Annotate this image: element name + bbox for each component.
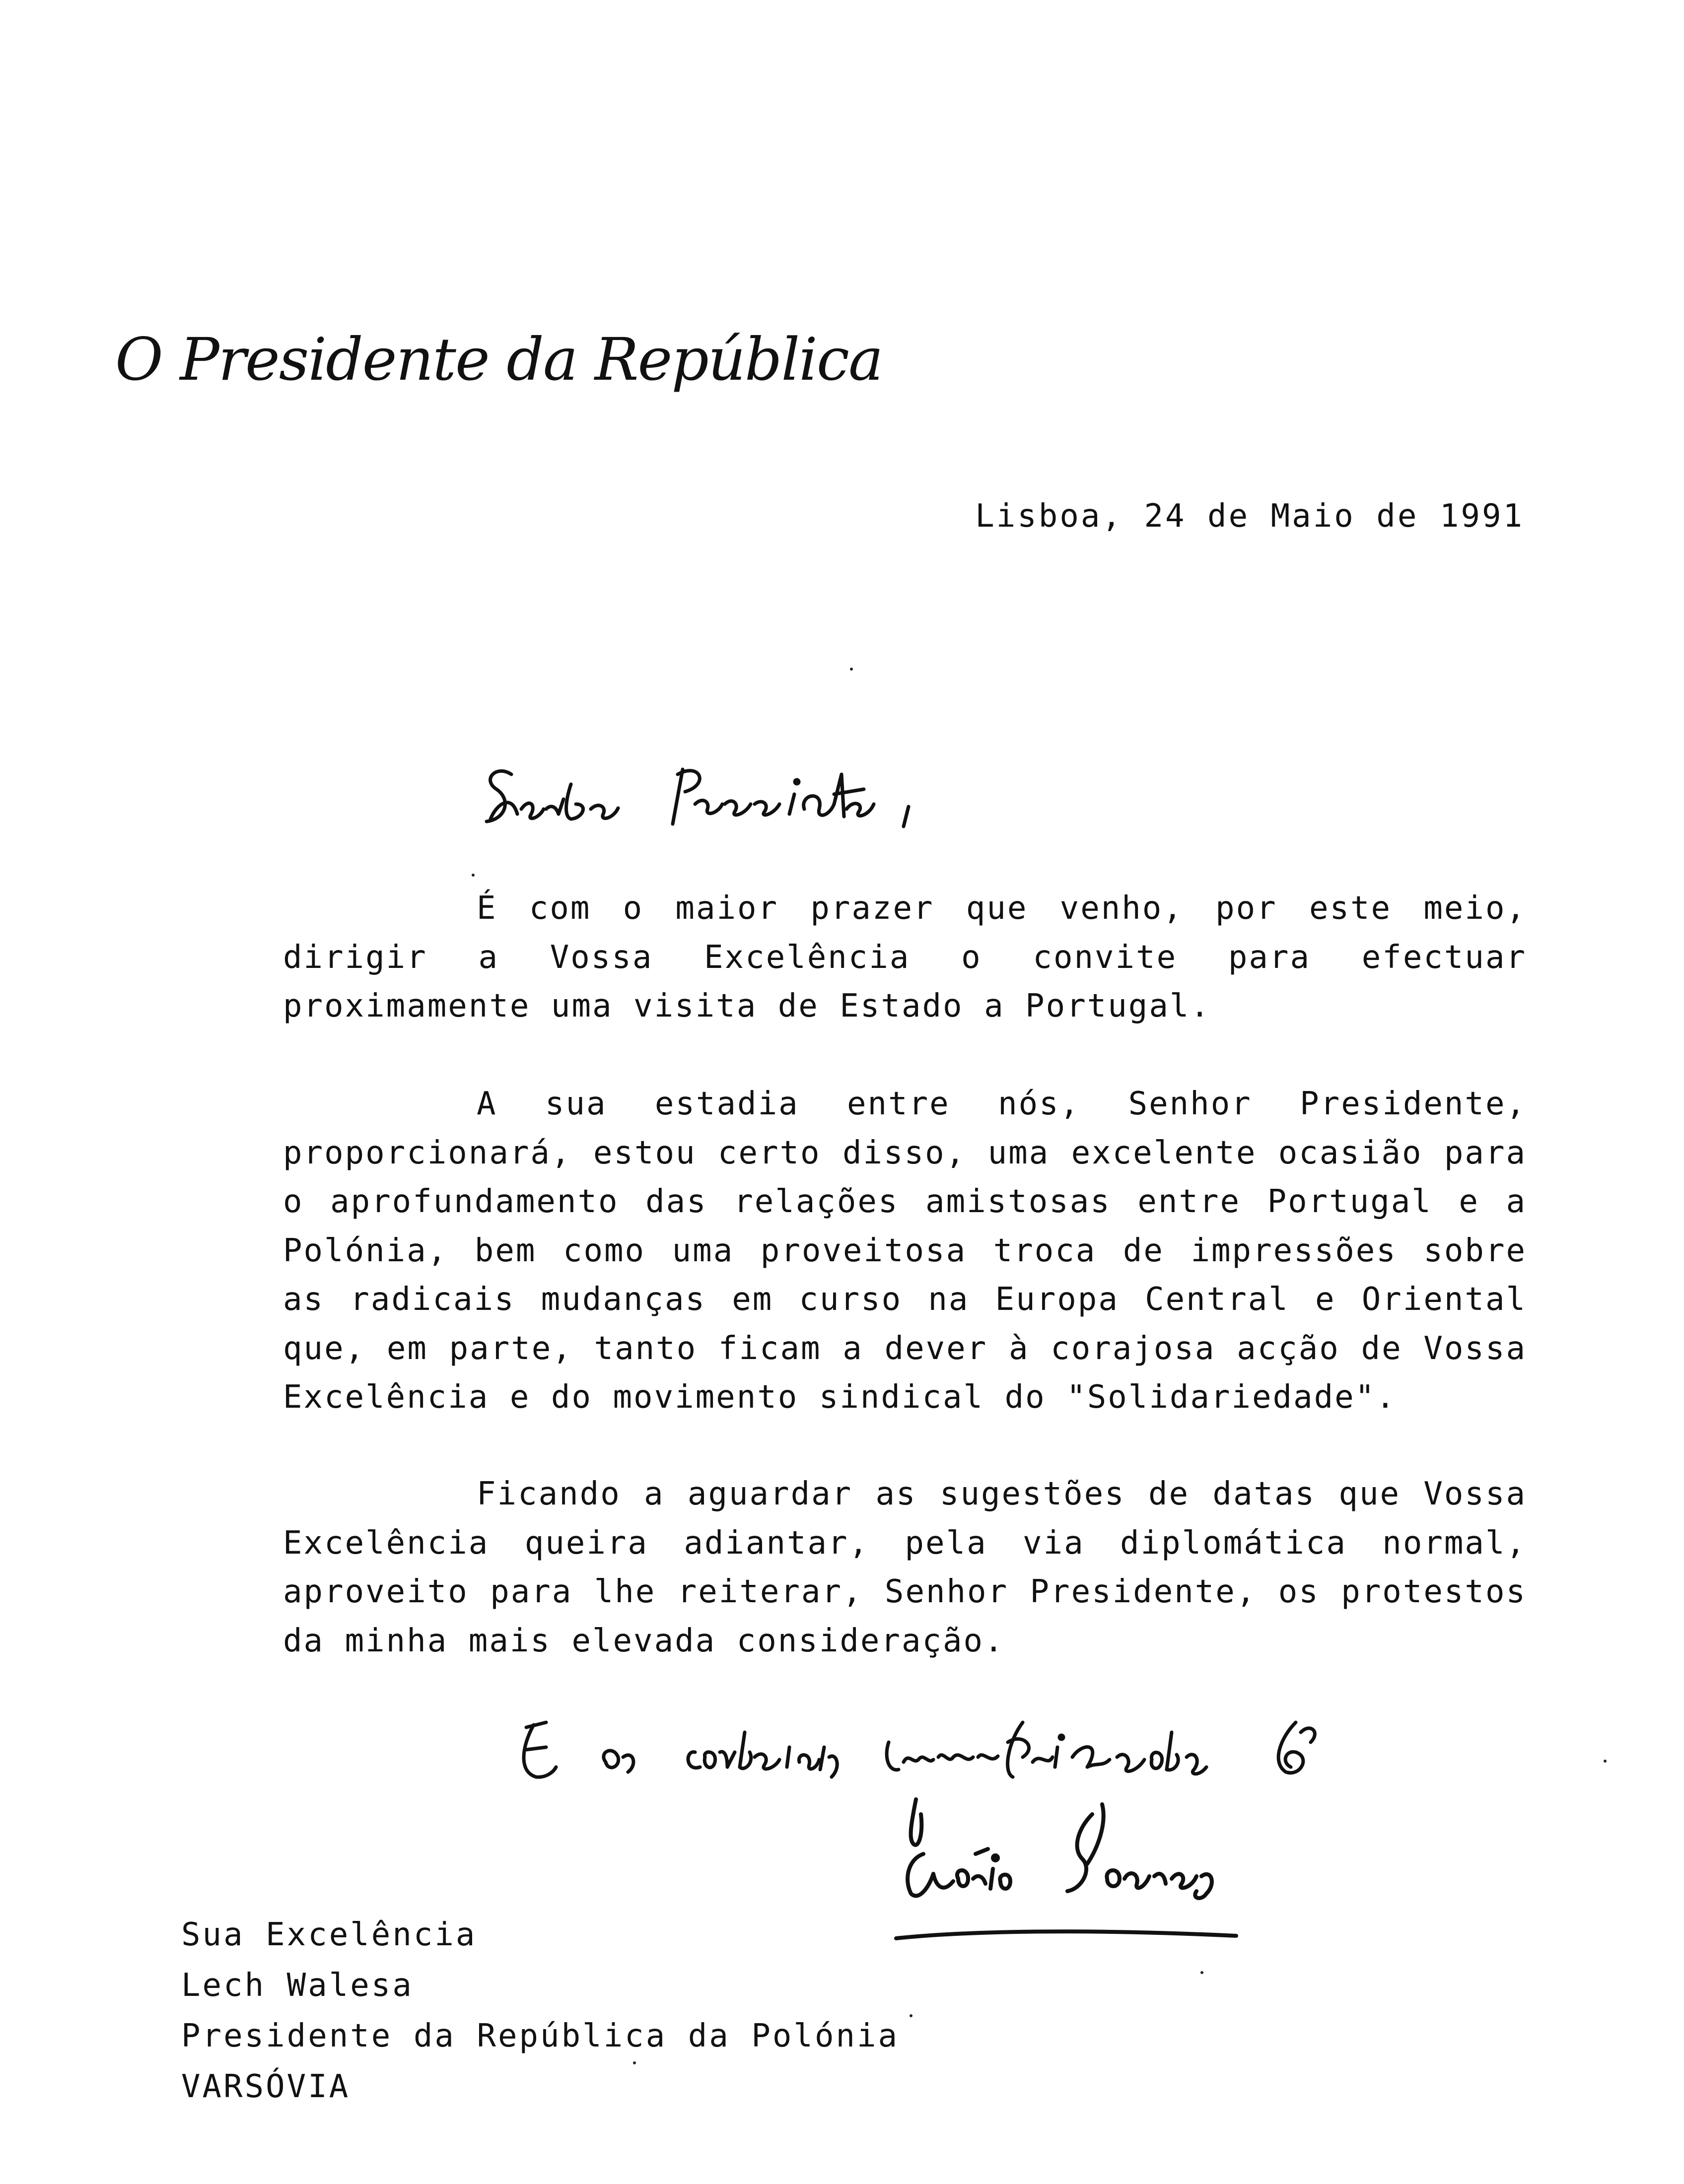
handwritten-salutation bbox=[477, 735, 1003, 839]
scan-speck bbox=[910, 2014, 912, 2017]
paragraph-closing: Ficando a aguardar as sugestões de datas que Vossa Excelência queira adiantar, pela via diplomática normal, aproveito para lhe reiterar, Senhor Presidente, os protestos da minha mais elevada consideração. bbox=[283, 1476, 1527, 1659]
scan-speck bbox=[472, 874, 475, 877]
scan-speck bbox=[850, 668, 853, 671]
scan-speck bbox=[633, 2061, 636, 2064]
scan-speck bbox=[1604, 1760, 1607, 1763]
addressee-name: Lech Walesa bbox=[181, 1967, 414, 2004]
addressee-position: Presidente da República da Polónia bbox=[181, 2018, 900, 2054]
addressee-city: VARSÓVIA bbox=[181, 2068, 351, 2105]
handwritten-closing bbox=[506, 1703, 1380, 1787]
paragraph-stay: A sua estadia entre nós, Senhor Presidente, proporcionará, estou certo disso, uma excelente ocasião para o aprofundamento das relações amistosas entre Portugal e a Polónia, bem como uma proveitosa troca de impressões sobre as radicais mudanças em curso na Europa Central e Oriental que, em parte, tanto ficam a dever à corajosa acção de Vossa Excelência e do movimento sindical do "Solidariedade". bbox=[283, 1086, 1527, 1416]
addressee-title: Sua Excelência bbox=[181, 1916, 477, 1953]
addressee-block bbox=[181, 1910, 899, 2112]
paragraph-invitation: É com o maior prazer que venho, por este meio, dirigir a Vossa Excelência o convite para efectuar proximamente uma visita de Estado a Portugal. bbox=[283, 890, 1527, 1024]
letterhead: O Presidente da República bbox=[115, 325, 883, 394]
dateline: Lisboa, 24 de Maio de 1991 bbox=[975, 498, 1524, 535]
signature bbox=[894, 1794, 1271, 1963]
scan-speck bbox=[1200, 1971, 1203, 1974]
